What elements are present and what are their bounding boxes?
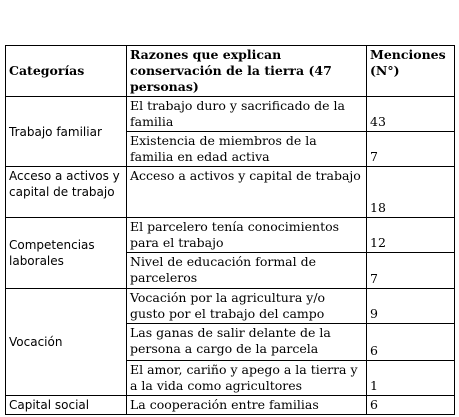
header-row — [6, 46, 455, 97]
count-cell: 12 — [367, 218, 455, 253]
header-categories: Categorías — [6, 46, 127, 97]
category-cell: Vocación — [6, 289, 127, 396]
count-cell: 6 — [367, 396, 455, 415]
table-row — [6, 218, 455, 253]
category-cell: Competencias laborales — [6, 218, 127, 289]
header-mentions: Menciones (N°) — [367, 46, 455, 97]
count-cell: 6 — [367, 324, 455, 361]
category-cell: Capital social — [6, 396, 127, 415]
count-cell: 7 — [367, 253, 455, 289]
reasons-table — [5, 45, 455, 415]
reason-cell: Existencia de miembros de la familia en edad activa — [127, 132, 367, 167]
count-cell: 1 — [367, 361, 455, 396]
reason-cell: Vocación por la agricultura y/o gusto por el trabajo del campo — [127, 289, 367, 324]
reason-cell: Las ganas de salir delante de la persona a cargo de la parcela — [127, 324, 367, 361]
reason-cell: El amor, cariño y apego a la tierra y a la vida como agricultores — [127, 361, 367, 396]
reason-cell: Acceso a activos y capital de trabajo — [127, 167, 367, 218]
count-cell: 18 — [367, 167, 455, 218]
count-cell: 43 — [367, 97, 455, 132]
table-row — [6, 167, 455, 218]
table-row — [6, 289, 455, 324]
category-cell: Trabajo familiar — [6, 97, 127, 167]
reason-cell: El parcelero tenía conocimientos para el trabajo — [127, 218, 367, 253]
count-cell: 9 — [367, 289, 455, 324]
reason-cell: Nivel de educación formal de parceleros — [127, 253, 367, 289]
reason-cell: El trabajo duro y sacrificado de la familia — [127, 97, 367, 132]
table-row — [6, 396, 455, 415]
header-reasons: Razones que explican conservación de la tierra (47 personas) — [127, 46, 367, 97]
category-cell: Acceso a activos y capital de trabajo — [6, 167, 127, 218]
reason-cell: La cooperación entre familias — [127, 396, 367, 415]
table-row — [6, 97, 455, 132]
count-cell: 7 — [367, 132, 455, 167]
